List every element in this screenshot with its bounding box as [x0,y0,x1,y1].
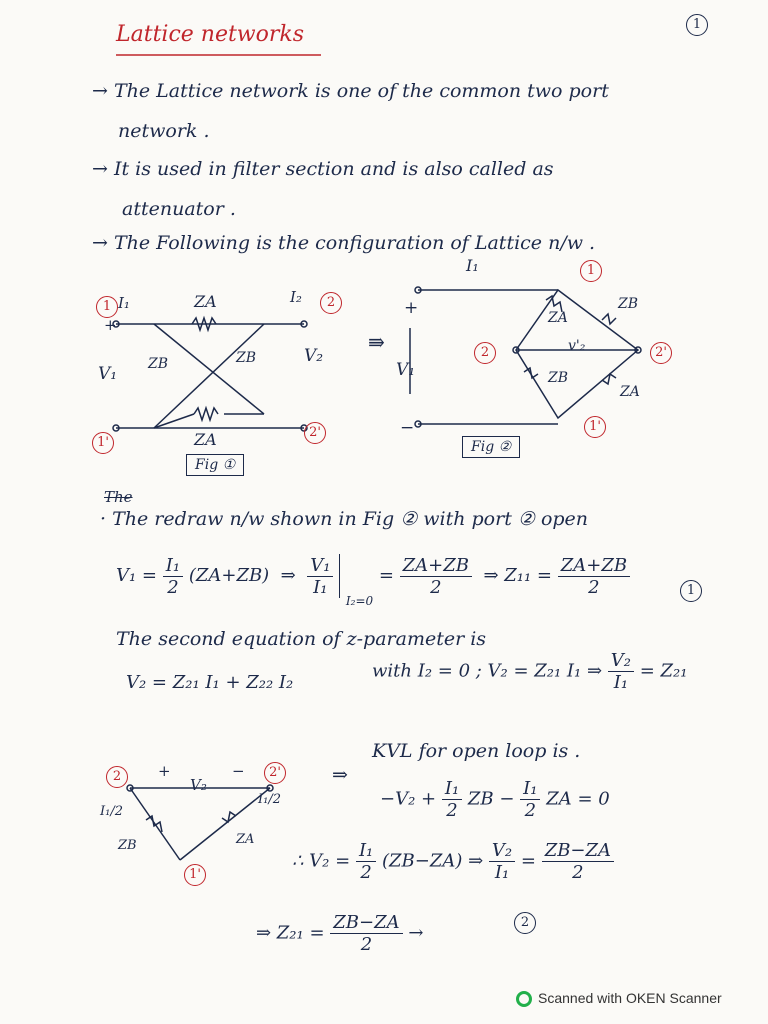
fig2-minus: − [400,418,415,438]
fig3-v2: V₂ [190,776,207,794]
kvl-equation: −V₂ + $\frac{\text{I₁}}{2}$ ZB − $\frac{\text{I₁}}{2}$ ZA = 0 [380,778,610,821]
text-line: The second equation of z-parameter is [116,628,487,650]
fig2-caption: Fig ② [462,436,520,458]
kvl-heading: KVL for open loop is . [372,740,581,762]
fig1-zb-left: ZB [148,356,169,372]
fig1-plus: + [104,316,117,334]
fig2-zb-left: ZB [548,370,569,386]
fig2-node-top: 1 [580,260,602,282]
equation-ref-2: 2 [514,912,536,934]
fig2-plus: + [404,298,419,318]
fig2-node-right: 2' [650,342,672,364]
equation-ref-1: 1 [680,580,702,602]
fig2-i1: I₁ [466,256,479,275]
fig1-v2: V₂ [304,346,324,366]
fig3-current-left: I₁/2 [100,804,123,819]
fig1-port-1: 1 [96,296,118,318]
fig2-v2: v'₂ [568,338,586,354]
equation-v2: V₂ = Z₂₁ I₁ + Z₂₂ I₂ [126,672,294,693]
fig3-plus: + [158,762,171,780]
fig2-za-right: ZA [620,384,640,400]
scanner-watermark: Scanned with OKEN Scanner [516,990,722,1007]
text-line: network . [118,120,210,142]
fig2-node-left: 2 [474,342,496,364]
z21-result: ⇒ Z₂₁ = $\frac{ZB-ZA}{2}$ → [256,912,424,955]
page-number: 1 [686,14,708,36]
fig1-za-top: ZA [194,292,217,311]
text-line: attenuator . [122,198,236,220]
fig1-za-bottom: ZA [194,430,217,449]
fig2-za-left: ZA [548,310,568,326]
kvl-result: ∴ V₂ = $\frac{\text{I₁}}{2}$ (ZB−ZA) ⇒ $\frac{\text{V₂}}{\text{I₁}}$ = $\frac{ZB-ZA}{2}$ [292,840,614,883]
fig1-port-1p: 1' [92,432,114,454]
fig3-node-2: 2 [106,766,128,788]
fig3-minus: − [232,762,245,780]
fig1-v1: V₁ [98,364,118,384]
fig1-i1: I₁ [118,294,130,312]
title-underline [116,52,326,58]
fig1-port-2p: 2' [304,422,326,444]
text-line: → The Lattice network is one of the common two port [92,80,609,102]
struck-word: The [104,488,133,506]
fig3-za: ZA [236,832,255,847]
equation-v2-open: with I₂ = 0 ; V₂ = Z₂₁ I₁ ⇒ $\frac{\text{V₂}}{\text{I₁}}$ = Z₂₁ [372,650,688,693]
page-title: Lattice networks [116,22,305,47]
fig3-open-loop-diagram [110,770,310,880]
implies-arrow: ⇛ [368,330,385,354]
fig2-v1: V₁ [396,360,416,380]
fig1-i2: I₂ [290,288,302,306]
fig2-zb-right: ZB [618,296,639,312]
text-line: · The redraw n/w shown in Fig ② with port ② open [100,508,589,530]
text-line: → It is used in filter section and is also called as [92,158,554,180]
fig3-zb: ZB [118,838,137,853]
fig3-node-1p: 1' [184,864,206,886]
scanner-logo-icon [516,991,532,1007]
fig3-current-right: I₁/2 [258,792,281,807]
fig3-node-2p: 2' [264,762,286,784]
implies-arrow: ⇒ [332,764,348,786]
fig1-zb-right: ZB [236,350,257,366]
fig1-caption: Fig ① [186,454,244,476]
equation-v1: V₁ = $\frac{\text{I₁}}{2}$ (ZA+ZB) ⇒ $\frac{\text{V₁}}{\text{I₁}}$ $_{I_2=0}$ = $\frac{ZA+ZB}{2}$ ⇒ Z₁₁ = $\frac{ZA+ZB}{2}$ [116,554,630,608]
fig2-node-bottom: 1' [584,416,606,438]
fig1-port-2: 2 [320,292,342,314]
text-line: → The Following is the configuration of Lattice n/w . [92,232,596,254]
